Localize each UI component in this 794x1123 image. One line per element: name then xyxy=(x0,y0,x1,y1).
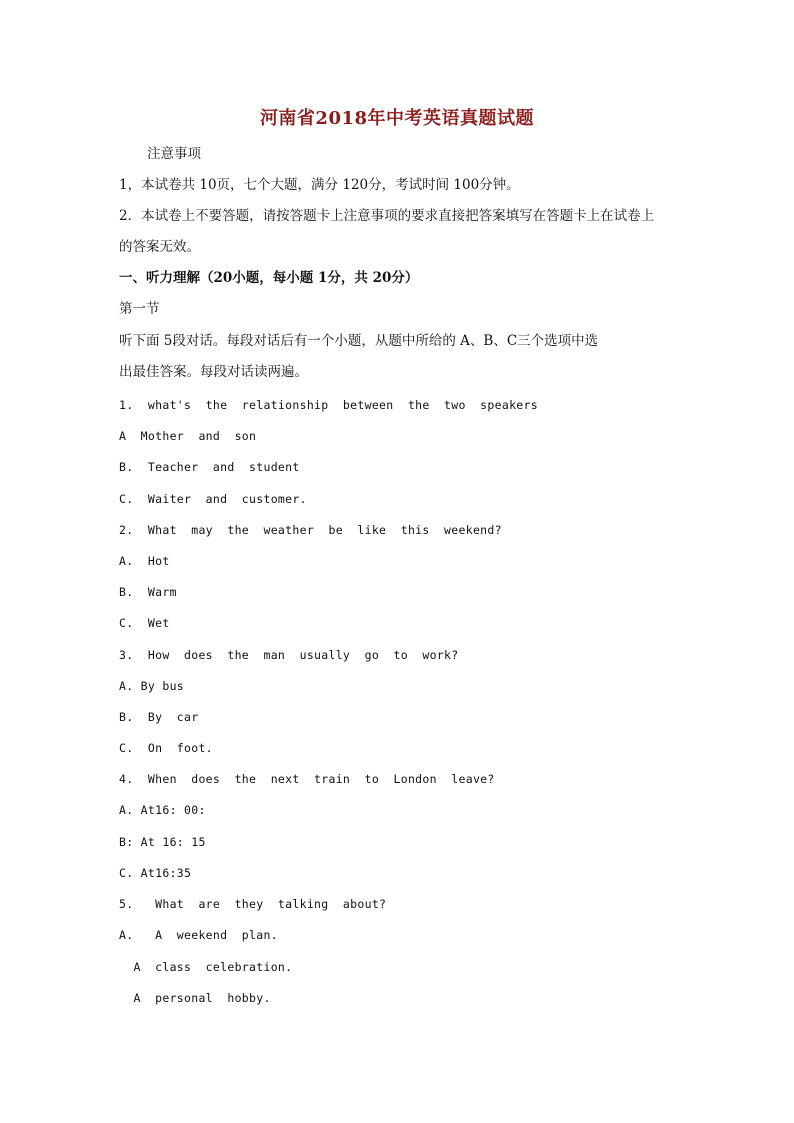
question-stem: 4. When does the next train to London leave? xyxy=(119,772,495,786)
answer-option: C. Waiter and customer. xyxy=(119,492,307,506)
answer-option: A Mother and son xyxy=(119,429,257,443)
answer-option: A. Hot xyxy=(119,554,170,568)
section-instruction-line-2: 出最佳答案。每段对话读两遍。 xyxy=(119,364,308,380)
answer-option: A. At16: 00: xyxy=(119,803,206,817)
answer-option: C. At16:35 xyxy=(119,866,192,880)
answer-option: B. By car xyxy=(119,710,199,724)
answer-option: C. Wet xyxy=(119,616,170,630)
answer-option: A class celebration. xyxy=(119,960,293,974)
section-heading: 一、听力理解（20小题，每小题 1分，共 20分） xyxy=(119,270,419,286)
answer-option: A personal hobby. xyxy=(119,991,271,1005)
answer-option: B. Teacher and student xyxy=(119,460,300,474)
question-stem: 1. what's the relationship between the two speakers xyxy=(119,398,538,412)
notice-heading: 注意事项 xyxy=(147,146,201,162)
notice-item-2-line-1: 2．本试卷上不要答题，请按答题卡上注意事项的要求直接把答案填写在答题卡上在试卷上 xyxy=(119,208,655,224)
page-title: 河南省2018年中考英语真题试题 xyxy=(259,108,535,129)
notice-item-1: 1，本试卷共 10页，七个大题，满分 120分，考试时间 100分钟。 xyxy=(119,177,520,193)
answer-option: C. On foot. xyxy=(119,741,213,755)
answer-option: B. Warm xyxy=(119,585,177,599)
answer-option: B: At 16: 15 xyxy=(119,835,206,849)
question-stem: 2. What may the weather be like this weekend? xyxy=(119,523,502,537)
section-part-label: 第一节 xyxy=(119,301,160,317)
answer-option: A. A weekend plan. xyxy=(119,928,278,942)
answer-option: A. By bus xyxy=(119,679,185,693)
question-stem: 5. What are they talking about? xyxy=(119,897,387,911)
section-instruction-line-1: 听下面 5段对话。每段对话后有一个小题，从题中所给的 A、B、C三个选项中选 xyxy=(119,333,599,349)
question-stem: 3. How does the man usually go to work? xyxy=(119,648,459,662)
notice-item-2-line-2: 的答案无效。 xyxy=(119,239,200,255)
